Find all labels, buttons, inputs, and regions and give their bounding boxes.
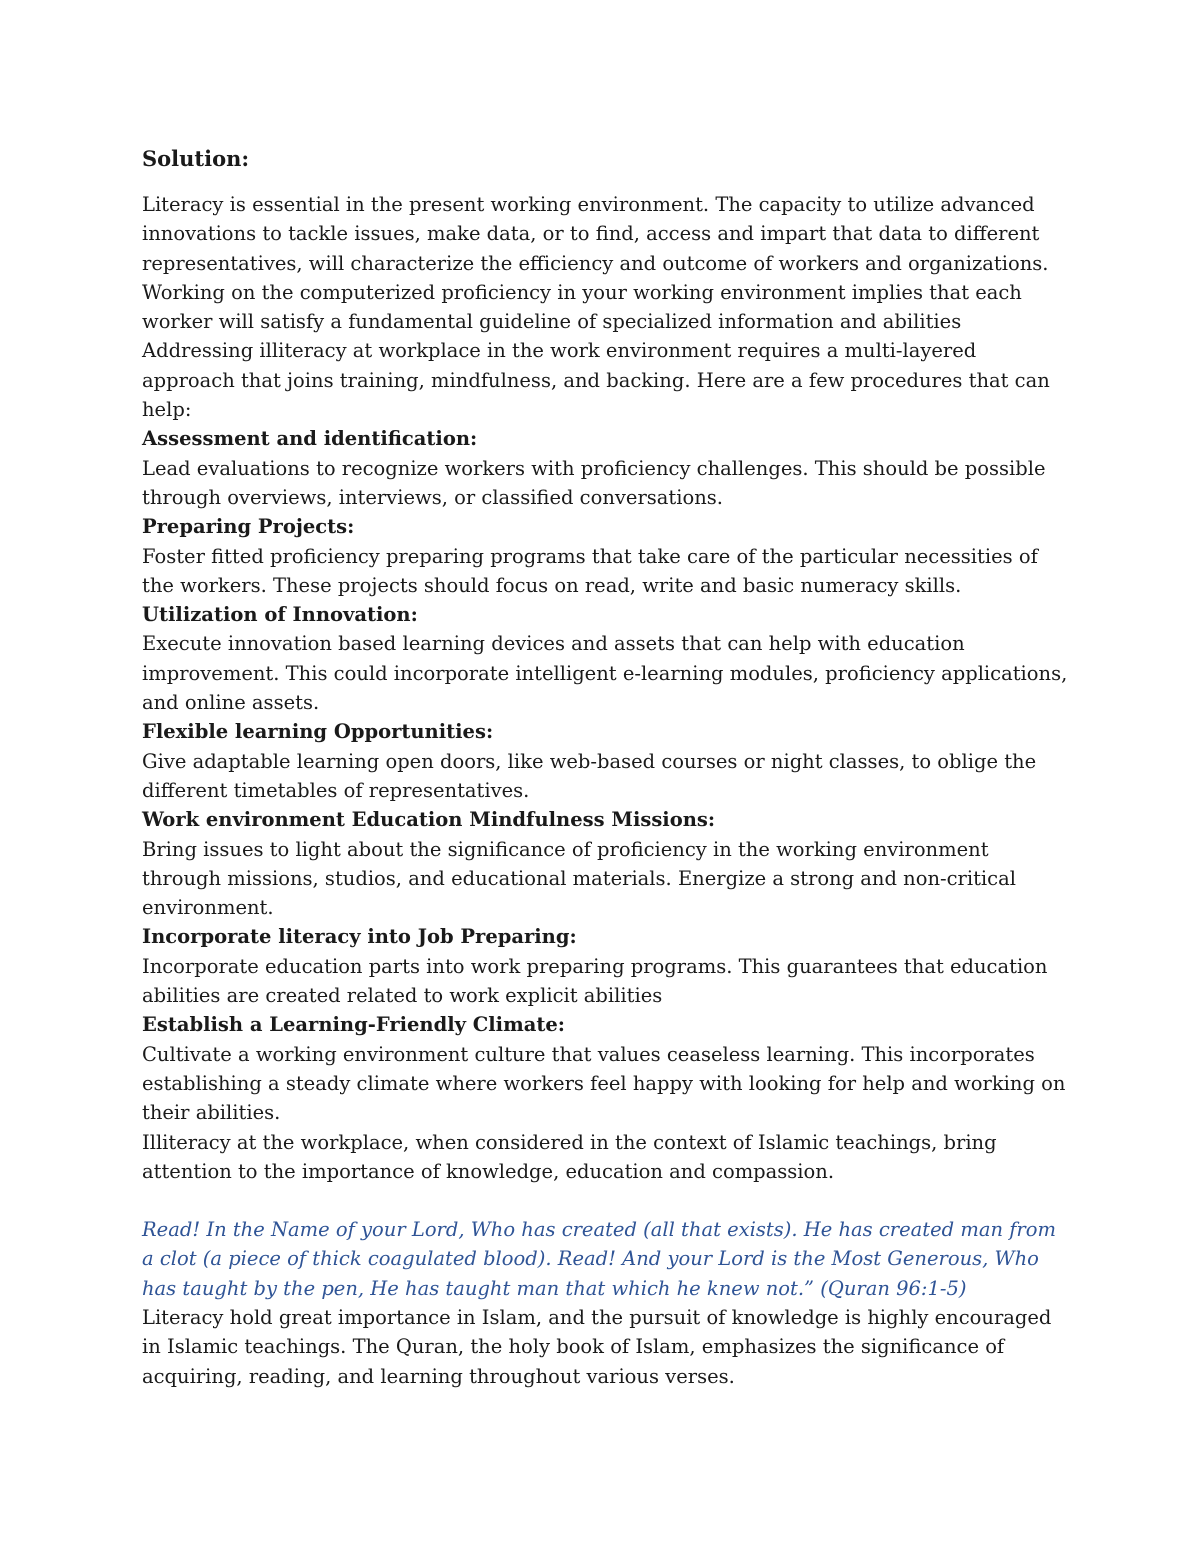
section-heading-flexible-learning: Flexible learning Opportunities: xyxy=(142,720,494,744)
section-heading-assessment: Assessment and identification: xyxy=(142,427,478,451)
section-heading-utilization: Utilization of Innovation: xyxy=(142,603,418,627)
section-heading-learning-climate: Establish a Learning-Friendly Climate: xyxy=(142,1013,565,1037)
section-body-preparing-projects: Foster fitted proficiency preparing programs that take care of the particular necessities of the workers. These projects should focus on read, write and basic numeracy skills. xyxy=(142,544,1038,597)
section-heading-job-preparing: Incorporate literacy into Job Preparing: xyxy=(142,925,577,949)
section-body-learning-climate: Cultivate a working environment culture that values ceaseless learning. This incorporates establishing a steady climate where workers feel happy with looking for help and working on their abilities. xyxy=(142,1042,1066,1125)
section-body-mindfulness-missions: Bring issues to light about the significance of proficiency in the working environment through missions, studios, and educational materials. Energize a strong and non-critical environment. xyxy=(142,837,1016,920)
section-body-assessment: Lead evaluations to recognize workers with proficiency challenges. This should be possible through overviews, interviews, or classified conversations. xyxy=(142,456,1046,509)
intro-paragraph-1: Literacy is essential in the present working environment. The capacity to utilize advanced innovations to tackle issues, make data, or to find, access and impart that data to different representatives, will characterize the efficiency and outcome of workers and organizations. Working on the computerized proficiency in your working environment implies that each worker will satisfy a fundamental guideline of specialized information and abilities xyxy=(142,193,1049,334)
islamic-context-paragraph: Illiteracy at the workplace, when considered in the context of Islamic teachings, bring attention to the importance of knowledge, education and compassion. xyxy=(142,1130,997,1183)
section-body-job-preparing: Incorporate education parts into work preparing programs. This guarantees that education abilities are created related to work explicit abilities xyxy=(142,954,1048,1008)
quran-quote: Read! In the Name of your Lord, Who has created (all that exists). He has created man from a clot (a piece of thick coagulated blood). Read! And your Lord is the Most Generous, Who has taught by the pen, He has taught man that which he knew not.” (Quran 96:1-5) xyxy=(142,1218,1056,1300)
section-body-utilization: Execute innovation based learning devices and assets that can help with education improvement. This could incorporate intelligent e-learning modules, proficiency applications, and online assets. xyxy=(142,632,1068,715)
closing-paragraph: Literacy hold great importance in Islam, and the pursuit of knowledge is highly encouraged in Islamic teachings. The Quran, the holy book of Islam, emphasizes the significance of acquiring, reading, and learning throughout various verses. xyxy=(142,1305,1052,1388)
document-body xyxy=(142,144,1072,1391)
paragraph-spacer xyxy=(142,1186,1072,1215)
section-heading-preparing-projects: Preparing Projects: xyxy=(142,515,355,539)
section-body-flexible-learning: Give adaptable learning open doors, like web-based courses or night classes, to oblige the different timetables of representatives. xyxy=(142,749,1037,802)
page-title: Solution: xyxy=(142,146,250,171)
intro-paragraph-2: Addressing illiteracy at workplace in the work environment requires a multi-layered approach that joins training, mindfulness, and backing. Here are a few procedures that can help: xyxy=(142,339,1050,422)
section-heading-mindfulness-missions: Work environment Education Mindfulness Missions: xyxy=(142,808,716,832)
